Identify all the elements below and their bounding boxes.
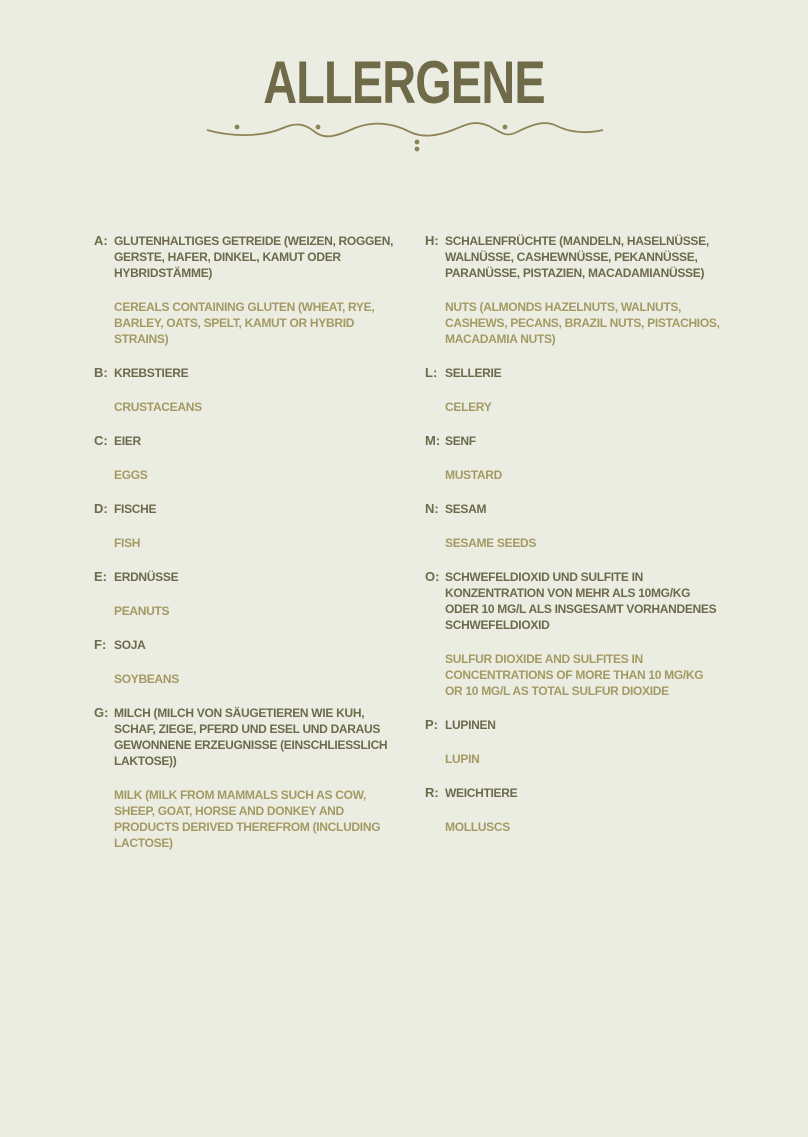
allergen-english-label: SULFUR DIOXIDE AND SULFITES IN CONCENTRATIONS OF MORE THAN 10 MG/KG OR 10 MG/L AS TOTAL SULFUR DIOXIDE [445, 652, 704, 698]
allergen-german-label: SELLERIE [445, 366, 502, 380]
allergen-german-label: SCHWEFELDIOXID UND SULFITE IN KONZENTRATION VON MEHR ALS 10MG/KG ODER 10 MG/L ALS INSGESAMT VORHANDENES SCHWEFELDIOXID [445, 570, 717, 632]
allergen-german-label: EIER [114, 434, 141, 448]
allergen-letter: L: [425, 365, 438, 380]
allergen-entry-d [94, 501, 394, 551]
allergen-letter: R: [425, 785, 439, 800]
allergen-entry-b [94, 365, 394, 415]
allergen-english-label: CEREALS CONTAINING GLUTEN (WHEAT, RYE, BARLEY, OATS, SPELT, KAMUT OR HYBRID STRAINS) [114, 300, 375, 346]
allergen-letter: M: [425, 433, 441, 448]
allergen-entry-p [425, 717, 720, 767]
allergen-german-label: SESAM [445, 502, 487, 516]
allergen-english-label: LUPIN [445, 752, 480, 766]
allergen-english-label: NUTS (ALMONDS HAZELNUTS, WALNUTS, CASHEWS, PECANS, BRAZIL NUTS, PISTACHIOS, MACADAMIA NUTS) [445, 300, 720, 346]
allergen-letter: B: [94, 365, 108, 380]
allergen-entry-g [94, 705, 394, 851]
allergen-english-label: SESAME SEEDS [445, 536, 537, 550]
allergen-german-label: WEICHTIERE [445, 786, 518, 800]
allergen-letter: A: [94, 233, 108, 248]
allergen-letter: E: [94, 569, 107, 584]
allergen-entry-r [425, 785, 720, 835]
allergen-letter: D: [94, 501, 108, 516]
allergen-german-label: SENF [445, 434, 476, 448]
allergen-english-label: CRUSTACEANS [114, 400, 202, 414]
allergen-english-label: MUSTARD [445, 468, 503, 482]
allergen-english-label: PEANUTS [114, 604, 170, 618]
allergen-german-label: SCHALENFRÜCHTE (MANDELN, HASELNÜSSE, WALNÜSSE, CASHEWNÜSSE, PEKANNÜSSE, PARANÜSSE, PISTAZIEN, MACADAMIANÜSSE) [445, 234, 709, 280]
allergen-entry-m [425, 433, 720, 483]
allergen-entry-a [94, 233, 394, 347]
allergen-german-label: ERDNÜSSE [114, 570, 179, 584]
allergen-german-label: KREBSTIERE [114, 366, 189, 380]
allergen-english-label: MOLLUSCS [445, 820, 510, 834]
allergen-letter: N: [425, 501, 439, 516]
allergen-entry-e [94, 569, 394, 619]
allergen-letter: G: [94, 705, 109, 720]
allergen-list-right [425, 233, 720, 835]
allergen-letter: C: [94, 433, 108, 448]
allergen-german-label: LUPINEN [445, 718, 496, 732]
allergen-entry-o [425, 569, 720, 699]
allergen-german-label: MILCH (MILCH VON SÄUGETIEREN WIE KUH, SCHAF, ZIEGE, PFERD UND ESEL UND DARAUS GEWONNENE ERZEUGNISSE (EINSCHLIESSLICH LAKTOSE)) [114, 706, 388, 768]
allergen-german-label: FISCHE [114, 502, 157, 516]
page-title: ALLERGENE [263, 49, 545, 116]
allergen-entry-h [425, 233, 720, 347]
allergen-entry-n [425, 501, 720, 551]
allergen-german-label: SOJA [114, 638, 146, 652]
wave-divider-icon [205, 118, 605, 154]
allergen-letter: F: [94, 637, 107, 652]
allergen-entry-l [425, 365, 720, 415]
allergen-german-label: GLUTENHALTIGES GETREIDE (WEIZEN, ROGGEN, GERSTE, HAFER, DINKEL, KAMUT ODER HYBRIDSTÄMME) [114, 234, 394, 280]
allergen-letter: H: [425, 233, 439, 248]
allergen-letter: O: [425, 569, 440, 584]
allergen-entry-f [94, 637, 394, 687]
allergen-english-label: FISH [114, 536, 141, 550]
allergen-list-left [94, 233, 394, 851]
allergen-english-label: MILK (MILK FROM MAMMALS SUCH AS COW, SHEEP, GOAT, HORSE AND DONKEY AND PRODUCTS DERIVED THEREFROM (INCLUDING LACTOSE) [114, 788, 381, 850]
allergen-english-label: EGGS [114, 468, 148, 482]
allergen-entry-c [94, 433, 394, 483]
allergen-english-label: SOYBEANS [114, 672, 179, 686]
allergen-letter: P: [425, 717, 438, 732]
allergen-english-label: CELERY [445, 400, 492, 414]
